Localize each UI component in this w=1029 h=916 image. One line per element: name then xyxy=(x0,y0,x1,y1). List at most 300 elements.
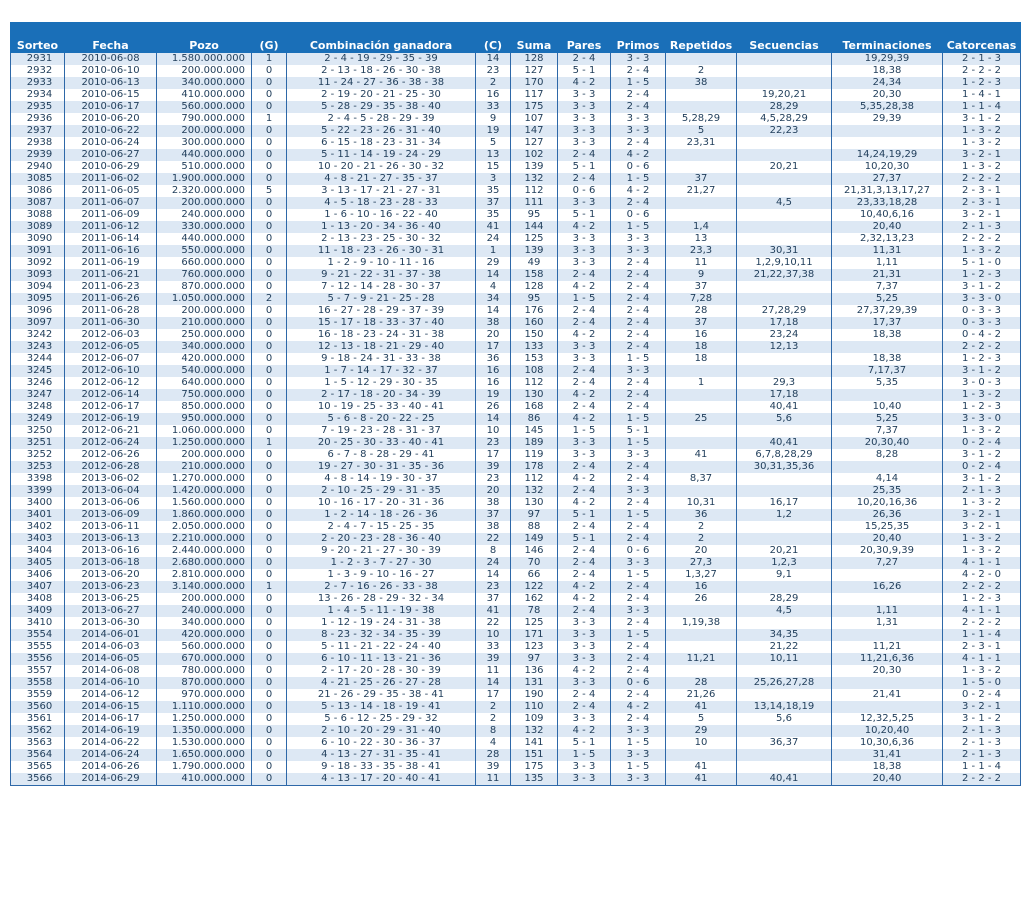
cell-primos: 2 - 4 xyxy=(611,581,666,593)
cell-primos: 2 - 4 xyxy=(611,617,666,629)
cell-c: 37 xyxy=(476,509,511,521)
cell-fecha: 2012-06-21 xyxy=(65,425,157,437)
column-header-pares: Pares xyxy=(558,22,611,53)
cell-fecha: 2010-06-17 xyxy=(65,101,157,113)
cell-terminaciones: 12,32,5,25 xyxy=(832,713,943,725)
table-row xyxy=(11,701,1021,713)
cell-c: 36 xyxy=(476,353,511,365)
cell-g: 1 xyxy=(252,437,287,449)
cell-secuencias xyxy=(737,365,832,377)
cell-g: 0 xyxy=(252,725,287,737)
cell-combinacion: 2 - 7 - 16 - 26 - 33 - 38 xyxy=(287,581,476,593)
cell-fecha: 2011-06-30 xyxy=(65,317,157,329)
cell-pozo: 410.000.000 xyxy=(157,773,252,786)
cell-terminaciones: 5,25 xyxy=(832,413,943,425)
cell-repetidos: 11,21 xyxy=(666,653,737,665)
cell-suma: 144 xyxy=(511,221,558,233)
cell-terminaciones: 31,41 xyxy=(832,749,943,761)
cell-primos: 1 - 5 xyxy=(611,353,666,365)
cell-pozo: 300.000.000 xyxy=(157,137,252,149)
cell-terminaciones xyxy=(832,341,943,353)
cell-repetidos: 16 xyxy=(666,581,737,593)
cell-secuencias xyxy=(737,761,832,773)
cell-catorcenas: 2 - 2 - 2 xyxy=(943,341,1021,353)
cell-catorcenas: 1 - 3 - 2 xyxy=(943,665,1021,677)
cell-terminaciones: 11,31 xyxy=(832,245,943,257)
cell-combinacion: 16 - 27 - 28 - 29 - 37 - 39 xyxy=(287,305,476,317)
cell-terminaciones: 10,30,6,36 xyxy=(832,737,943,749)
cell-repetidos: 25 xyxy=(666,413,737,425)
cell-c: 22 xyxy=(476,617,511,629)
column-header-primos: Primos xyxy=(611,22,666,53)
cell-c: 23 xyxy=(476,65,511,77)
cell-pozo: 1.060.000.000 xyxy=(157,425,252,437)
cell-sorteo: 3402 xyxy=(11,521,65,533)
table-row xyxy=(11,593,1021,605)
cell-terminaciones: 8,28 xyxy=(832,449,943,461)
cell-repetidos: 23,3 xyxy=(666,245,737,257)
cell-secuencias: 28,29 xyxy=(737,593,832,605)
cell-combinacion: 9 - 21 - 22 - 31 - 37 - 38 xyxy=(287,269,476,281)
cell-primos: 2 - 4 xyxy=(611,653,666,665)
cell-fecha: 2010-06-22 xyxy=(65,125,157,137)
cell-pozo: 420.000.000 xyxy=(157,353,252,365)
cell-repetidos: 41 xyxy=(666,761,737,773)
cell-secuencias: 30,31,35,36 xyxy=(737,461,832,473)
cell-sorteo: 3400 xyxy=(11,497,65,509)
cell-terminaciones: 4,14 xyxy=(832,473,943,485)
cell-fecha: 2013-06-13 xyxy=(65,533,157,545)
cell-sorteo: 3559 xyxy=(11,689,65,701)
cell-catorcenas: 3 - 1 - 2 xyxy=(943,113,1021,125)
cell-suma: 108 xyxy=(511,365,558,377)
cell-catorcenas: 1 - 2 - 3 xyxy=(943,353,1021,365)
cell-secuencias: 9,1 xyxy=(737,569,832,581)
cell-pares: 5 - 1 xyxy=(558,509,611,521)
cell-g: 0 xyxy=(252,137,287,149)
cell-pares: 3 - 3 xyxy=(558,617,611,629)
cell-fecha: 2013-06-18 xyxy=(65,557,157,569)
cell-catorcenas: 0 - 2 - 4 xyxy=(943,689,1021,701)
cell-sorteo: 3090 xyxy=(11,233,65,245)
cell-repetidos xyxy=(666,401,737,413)
cell-sorteo: 3093 xyxy=(11,269,65,281)
cell-catorcenas: 4 - 1 - 1 xyxy=(943,557,1021,569)
cell-g: 0 xyxy=(252,161,287,173)
cell-fecha: 2011-06-19 xyxy=(65,257,157,269)
cell-pares: 4 - 2 xyxy=(558,497,611,509)
cell-pozo: 760.000.000 xyxy=(157,269,252,281)
table-row xyxy=(11,461,1021,473)
cell-secuencias: 4,5 xyxy=(737,605,832,617)
cell-primos: 2 - 4 xyxy=(611,329,666,341)
cell-suma: 178 xyxy=(511,461,558,473)
cell-pares: 4 - 2 xyxy=(558,473,611,485)
cell-fecha: 2011-06-07 xyxy=(65,197,157,209)
cell-pozo: 1.560.000.000 xyxy=(157,497,252,509)
cell-catorcenas: 0 - 4 - 2 xyxy=(943,329,1021,341)
cell-fecha: 2011-06-05 xyxy=(65,185,157,197)
cell-primos: 1 - 5 xyxy=(611,413,666,425)
cell-pares: 2 - 4 xyxy=(558,689,611,701)
cell-g: 0 xyxy=(252,653,287,665)
cell-fecha: 2010-06-29 xyxy=(65,161,157,173)
cell-suma: 110 xyxy=(511,701,558,713)
cell-sorteo: 3558 xyxy=(11,677,65,689)
cell-pozo: 1.790.000.000 xyxy=(157,761,252,773)
column-header-c: (C) xyxy=(476,22,511,53)
cell-g: 0 xyxy=(252,89,287,101)
table-row xyxy=(11,485,1021,497)
cell-c: 38 xyxy=(476,317,511,329)
cell-terminaciones: 1,31 xyxy=(832,617,943,629)
results-table-container xyxy=(10,22,1020,786)
cell-c: 13 xyxy=(476,149,511,161)
cell-c: 11 xyxy=(476,665,511,677)
cell-c: 19 xyxy=(476,389,511,401)
cell-suma: 130 xyxy=(511,389,558,401)
cell-primos: 3 - 3 xyxy=(611,113,666,125)
table-row xyxy=(11,197,1021,209)
cell-pares: 3 - 3 xyxy=(558,245,611,257)
cell-sorteo: 3555 xyxy=(11,641,65,653)
cell-sorteo: 2931 xyxy=(11,53,65,65)
table-row xyxy=(11,425,1021,437)
cell-g: 0 xyxy=(252,197,287,209)
cell-terminaciones: 7,27 xyxy=(832,557,943,569)
cell-secuencias: 6,7,8,28,29 xyxy=(737,449,832,461)
cell-terminaciones: 23,33,18,28 xyxy=(832,197,943,209)
cell-catorcenas: 5 - 1 - 0 xyxy=(943,257,1021,269)
cell-g: 0 xyxy=(252,737,287,749)
cell-repetidos: 21,27 xyxy=(666,185,737,197)
cell-terminaciones: 10,20,16,36 xyxy=(832,497,943,509)
cell-combinacion: 2 - 17 - 18 - 20 - 34 - 39 xyxy=(287,389,476,401)
cell-repetidos: 9 xyxy=(666,269,737,281)
cell-pozo: 1.580.000.000 xyxy=(157,53,252,65)
cell-sorteo: 3249 xyxy=(11,413,65,425)
cell-terminaciones xyxy=(832,701,943,713)
cell-pozo: 1.110.000.000 xyxy=(157,701,252,713)
cell-g: 0 xyxy=(252,77,287,89)
table-row xyxy=(11,113,1021,125)
cell-fecha: 2011-06-14 xyxy=(65,233,157,245)
cell-pares: 1 - 5 xyxy=(558,293,611,305)
cell-c: 24 xyxy=(476,557,511,569)
cell-repetidos xyxy=(666,665,737,677)
cell-g: 0 xyxy=(252,749,287,761)
cell-secuencias xyxy=(737,353,832,365)
cell-pozo: 200.000.000 xyxy=(157,593,252,605)
cell-suma: 112 xyxy=(511,377,558,389)
cell-pares: 5 - 1 xyxy=(558,161,611,173)
cell-pozo: 870.000.000 xyxy=(157,281,252,293)
table-row xyxy=(11,161,1021,173)
cell-catorcenas: 2 - 3 - 1 xyxy=(943,641,1021,653)
column-header-g: (G) xyxy=(252,22,287,53)
cell-pares: 2 - 4 xyxy=(558,569,611,581)
cell-pozo: 2.440.000.000 xyxy=(157,545,252,557)
cell-g: 0 xyxy=(252,449,287,461)
table-row xyxy=(11,173,1021,185)
cell-combinacion: 5 - 6 - 8 - 20 - 22 - 25 xyxy=(287,413,476,425)
cell-g: 2 xyxy=(252,293,287,305)
cell-terminaciones: 20,40 xyxy=(832,221,943,233)
cell-suma: 130 xyxy=(511,497,558,509)
cell-combinacion: 1 - 2 - 9 - 10 - 11 - 16 xyxy=(287,257,476,269)
cell-repetidos xyxy=(666,149,737,161)
cell-combinacion: 12 - 13 - 18 - 21 - 29 - 40 xyxy=(287,341,476,353)
cell-secuencias: 1,2,3 xyxy=(737,557,832,569)
cell-combinacion: 2 - 4 - 7 - 15 - 25 - 35 xyxy=(287,521,476,533)
cell-fecha: 2012-06-26 xyxy=(65,449,157,461)
cell-g: 0 xyxy=(252,713,287,725)
cell-primos: 1 - 5 xyxy=(611,761,666,773)
cell-pares: 2 - 4 xyxy=(558,701,611,713)
cell-repetidos: 16 xyxy=(666,329,737,341)
cell-repetidos: 8,37 xyxy=(666,473,737,485)
cell-pozo: 640.000.000 xyxy=(157,377,252,389)
cell-pozo: 200.000.000 xyxy=(157,197,252,209)
cell-suma: 132 xyxy=(511,173,558,185)
cell-repetidos xyxy=(666,425,737,437)
cell-fecha: 2014-06-01 xyxy=(65,629,157,641)
cell-pozo: 240.000.000 xyxy=(157,605,252,617)
cell-catorcenas: 4 - 1 - 1 xyxy=(943,605,1021,617)
cell-pozo: 560.000.000 xyxy=(157,641,252,653)
cell-primos: 2 - 4 xyxy=(611,689,666,701)
cell-primos: 2 - 4 xyxy=(611,257,666,269)
cell-g: 0 xyxy=(252,641,287,653)
cell-primos: 2 - 4 xyxy=(611,293,666,305)
cell-terminaciones: 7,37 xyxy=(832,425,943,437)
cell-terminaciones xyxy=(832,137,943,149)
cell-suma: 112 xyxy=(511,185,558,197)
table-row xyxy=(11,317,1021,329)
cell-secuencias xyxy=(737,293,832,305)
cell-terminaciones: 27,37 xyxy=(832,173,943,185)
cell-combinacion: 7 - 19 - 23 - 28 - 31 - 37 xyxy=(287,425,476,437)
cell-combinacion: 4 - 13 - 17 - 20 - 40 - 41 xyxy=(287,773,476,786)
cell-secuencias xyxy=(737,281,832,293)
cell-terminaciones xyxy=(832,593,943,605)
cell-secuencias xyxy=(737,53,832,65)
cell-secuencias: 36,37 xyxy=(737,737,832,749)
cell-repetidos: 36 xyxy=(666,509,737,521)
cell-g: 1 xyxy=(252,53,287,65)
cell-fecha: 2013-06-04 xyxy=(65,485,157,497)
cell-secuencias: 34,35 xyxy=(737,629,832,641)
cell-secuencias xyxy=(737,533,832,545)
cell-c: 38 xyxy=(476,497,511,509)
cell-pozo: 1.350.000.000 xyxy=(157,725,252,737)
cell-catorcenas: 3 - 1 - 2 xyxy=(943,713,1021,725)
cell-g: 0 xyxy=(252,761,287,773)
cell-fecha: 2011-06-02 xyxy=(65,173,157,185)
cell-c: 24 xyxy=(476,233,511,245)
cell-pares: 2 - 4 xyxy=(558,485,611,497)
cell-fecha: 2010-06-10 xyxy=(65,65,157,77)
table-row xyxy=(11,509,1021,521)
cell-sorteo: 3557 xyxy=(11,665,65,677)
cell-suma: 125 xyxy=(511,617,558,629)
cell-terminaciones xyxy=(832,389,943,401)
cell-combinacion: 2 - 13 - 23 - 25 - 30 - 32 xyxy=(287,233,476,245)
cell-primos: 2 - 4 xyxy=(611,461,666,473)
cell-pares: 3 - 3 xyxy=(558,641,611,653)
cell-g: 0 xyxy=(252,245,287,257)
cell-combinacion: 1 - 2 - 14 - 18 - 26 - 36 xyxy=(287,509,476,521)
cell-suma: 122 xyxy=(511,581,558,593)
cell-pares: 4 - 2 xyxy=(558,329,611,341)
cell-fecha: 2011-06-26 xyxy=(65,293,157,305)
cell-combinacion: 11 - 24 - 27 - 36 - 38 - 38 xyxy=(287,77,476,89)
cell-combinacion: 20 - 25 - 30 - 33 - 40 - 41 xyxy=(287,437,476,449)
cell-fecha: 2012-06-10 xyxy=(65,365,157,377)
cell-pares: 3 - 3 xyxy=(558,125,611,137)
cell-primos: 2 - 4 xyxy=(611,377,666,389)
cell-combinacion: 2 - 10 - 20 - 29 - 31 - 40 xyxy=(287,725,476,737)
cell-g: 0 xyxy=(252,125,287,137)
cell-pozo: 780.000.000 xyxy=(157,665,252,677)
cell-terminaciones: 21,41 xyxy=(832,689,943,701)
cell-fecha: 2010-06-15 xyxy=(65,89,157,101)
cell-suma: 160 xyxy=(511,317,558,329)
cell-combinacion: 2 - 4 - 5 - 28 - 29 - 39 xyxy=(287,113,476,125)
cell-catorcenas: 2 - 2 - 2 xyxy=(943,773,1021,786)
cell-catorcenas: 2 - 1 - 3 xyxy=(943,725,1021,737)
cell-secuencias: 16,17 xyxy=(737,497,832,509)
cell-terminaciones: 7,37 xyxy=(832,281,943,293)
cell-sorteo: 3094 xyxy=(11,281,65,293)
table-row xyxy=(11,125,1021,137)
cell-primos: 2 - 4 xyxy=(611,473,666,485)
cell-secuencias: 30,31 xyxy=(737,245,832,257)
cell-secuencias: 29,3 xyxy=(737,377,832,389)
cell-combinacion: 10 - 19 - 25 - 33 - 40 - 41 xyxy=(287,401,476,413)
cell-catorcenas: 4 - 1 - 1 xyxy=(943,653,1021,665)
cell-combinacion: 2 - 4 - 19 - 29 - 35 - 39 xyxy=(287,53,476,65)
cell-repetidos: 1,3,27 xyxy=(666,569,737,581)
cell-secuencias: 17,18 xyxy=(737,317,832,329)
cell-sorteo: 3556 xyxy=(11,653,65,665)
cell-g: 0 xyxy=(252,485,287,497)
cell-secuencias xyxy=(737,521,832,533)
cell-suma: 175 xyxy=(511,101,558,113)
cell-fecha: 2014-06-24 xyxy=(65,749,157,761)
cell-sorteo: 3086 xyxy=(11,185,65,197)
cell-fecha: 2010-06-13 xyxy=(65,77,157,89)
cell-c: 22 xyxy=(476,533,511,545)
cell-pozo: 340.000.000 xyxy=(157,341,252,353)
cell-pozo: 850.000.000 xyxy=(157,401,252,413)
cell-catorcenas: 4 - 2 - 0 xyxy=(943,569,1021,581)
cell-fecha: 2012-06-05 xyxy=(65,341,157,353)
cell-sorteo: 3409 xyxy=(11,605,65,617)
cell-suma: 119 xyxy=(511,449,558,461)
cell-g: 0 xyxy=(252,317,287,329)
cell-terminaciones: 18,38 xyxy=(832,65,943,77)
cell-combinacion: 2 - 13 - 18 - 26 - 30 - 38 xyxy=(287,65,476,77)
cell-terminaciones: 11,21,6,36 xyxy=(832,653,943,665)
cell-secuencias: 19,20,21 xyxy=(737,89,832,101)
cell-combinacion: 8 - 23 - 32 - 34 - 35 - 39 xyxy=(287,629,476,641)
cell-repetidos: 1,4 xyxy=(666,221,737,233)
cell-catorcenas: 1 - 3 - 2 xyxy=(943,137,1021,149)
cell-pares: 3 - 3 xyxy=(558,449,611,461)
cell-repetidos xyxy=(666,197,737,209)
cell-combinacion: 5 - 13 - 14 - 18 - 19 - 41 xyxy=(287,701,476,713)
cell-fecha: 2014-06-05 xyxy=(65,653,157,665)
cell-suma: 150 xyxy=(511,329,558,341)
table-row xyxy=(11,89,1021,101)
cell-terminaciones: 26,36 xyxy=(832,509,943,521)
cell-g: 0 xyxy=(252,425,287,437)
cell-pares: 1 - 5 xyxy=(558,425,611,437)
cell-combinacion: 13 - 26 - 28 - 29 - 32 - 34 xyxy=(287,593,476,605)
cell-repetidos xyxy=(666,437,737,449)
table-row xyxy=(11,677,1021,689)
cell-pares: 3 - 3 xyxy=(558,437,611,449)
cell-pozo: 410.000.000 xyxy=(157,89,252,101)
table-row xyxy=(11,185,1021,197)
cell-fecha: 2010-06-27 xyxy=(65,149,157,161)
cell-repetidos: 41 xyxy=(666,701,737,713)
cell-secuencias: 5,6 xyxy=(737,413,832,425)
cell-catorcenas: 2 - 3 - 1 xyxy=(943,197,1021,209)
cell-fecha: 2010-06-24 xyxy=(65,137,157,149)
cell-c: 26 xyxy=(476,401,511,413)
cell-sorteo: 2937 xyxy=(11,125,65,137)
cell-sorteo: 3407 xyxy=(11,581,65,593)
cell-sorteo: 3247 xyxy=(11,389,65,401)
cell-pozo: 970.000.000 xyxy=(157,689,252,701)
cell-suma: 176 xyxy=(511,305,558,317)
cell-terminaciones: 1,11 xyxy=(832,605,943,617)
cell-g: 0 xyxy=(252,629,287,641)
cell-fecha: 2013-06-06 xyxy=(65,497,157,509)
cell-repetidos: 1,19,38 xyxy=(666,617,737,629)
column-header-terminaciones: Terminaciones xyxy=(832,22,943,53)
table-row xyxy=(11,221,1021,233)
cell-catorcenas: 2 - 2 - 2 xyxy=(943,617,1021,629)
cell-combinacion: 4 - 13 - 27 - 31 - 35 - 41 xyxy=(287,749,476,761)
cell-primos: 3 - 3 xyxy=(611,725,666,737)
cell-catorcenas: 3 - 2 - 1 xyxy=(943,521,1021,533)
cell-sorteo: 3408 xyxy=(11,593,65,605)
cell-combinacion: 5 - 7 - 9 - 21 - 25 - 28 xyxy=(287,293,476,305)
cell-repetidos: 18 xyxy=(666,341,737,353)
cell-terminaciones: 18,38 xyxy=(832,353,943,365)
cell-sorteo: 2940 xyxy=(11,161,65,173)
table-row xyxy=(11,101,1021,113)
table-row xyxy=(11,665,1021,677)
table-row xyxy=(11,305,1021,317)
cell-primos: 2 - 4 xyxy=(611,641,666,653)
table-row xyxy=(11,353,1021,365)
cell-terminaciones: 5,25 xyxy=(832,293,943,305)
cell-catorcenas: 1 - 5 - 0 xyxy=(943,677,1021,689)
cell-combinacion: 10 - 16 - 17 - 20 - 31 - 36 xyxy=(287,497,476,509)
cell-catorcenas: 0 - 3 - 3 xyxy=(943,317,1021,329)
cell-catorcenas: 1 - 1 - 4 xyxy=(943,629,1021,641)
cell-terminaciones: 20,30 xyxy=(832,89,943,101)
cell-pares: 1 - 5 xyxy=(558,749,611,761)
cell-suma: 135 xyxy=(511,773,558,786)
cell-catorcenas: 2 - 2 - 2 xyxy=(943,233,1021,245)
cell-primos: 4 - 2 xyxy=(611,185,666,197)
cell-c: 10 xyxy=(476,629,511,641)
